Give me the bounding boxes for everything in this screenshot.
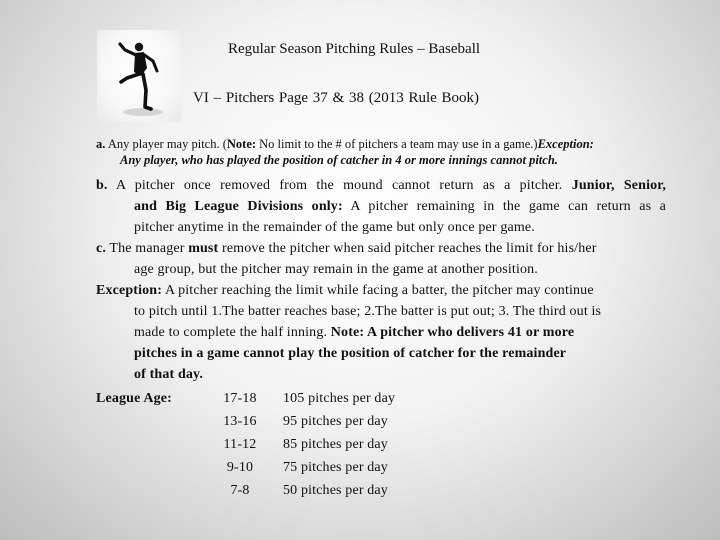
age-range: 7-8 — [230, 483, 250, 498]
league-age-row — [96, 456, 666, 479]
rule-a — [96, 136, 666, 168]
rule-a-letter: a. — [96, 137, 106, 151]
league-age-label: League Age: — [96, 391, 172, 406]
rule-c-line-1 — [96, 238, 666, 259]
league-age-row — [96, 387, 666, 410]
age-range: 11-12 — [223, 437, 257, 452]
exception-line-4 — [96, 343, 666, 364]
exception-note: Note: A pitcher who delivers 41 or more — [330, 325, 575, 340]
rule-c-text: The manager — [109, 241, 189, 256]
rule-b-letter: b. — [96, 178, 108, 193]
rule-a-text: Any player may pitch. ( — [107, 137, 227, 151]
rule-c-line-2: age group, but the pitcher may remain in the game at another position. — [134, 262, 538, 277]
rule-c-text-2: remove the pitcher when said pitcher reaches the limit for his/her — [218, 241, 597, 256]
pitcher-silhouette-icon — [97, 30, 181, 122]
exception-text: A pitcher reaching the limit while facing a batter, the pitcher may continue — [164, 283, 594, 298]
rule-b-line-1 — [96, 175, 666, 196]
rule-b-line-2 — [96, 196, 666, 217]
rule-b-text-2: A pitcher remaining in the game can return as a — [350, 199, 666, 214]
age-range: 13-16 — [223, 414, 257, 429]
age-range: 9-10 — [226, 460, 254, 475]
league-age-row — [96, 410, 666, 433]
exception-line-5 — [96, 364, 666, 385]
exception-note-3: of that day. — [134, 367, 204, 382]
league-age-row — [96, 433, 666, 456]
rule-a-text-2: No limit to the # of pitchers a team may use in a game.) — [256, 137, 538, 151]
exception-label: Exception: — [96, 283, 163, 298]
page-subtitle: VI – Pitchers Page 37 & 38 (2013 Rule Book) — [193, 90, 480, 106]
rule-b-divisions-2: and Big League Divisions only: — [134, 199, 343, 214]
rule-b-line-3: pitcher anytime in the remainder of the game but only once per game. — [134, 220, 535, 235]
rule-a-exception-text: Any player, who has played the position of catcher in 4 or more innings cannot pitch. — [120, 153, 558, 167]
rule-b-divisions: Junior, Senior, — [571, 178, 666, 193]
pitch-limit: 50 pitches per day — [283, 483, 388, 498]
league-age-table — [96, 387, 666, 502]
rule-c-must: must — [188, 241, 219, 256]
age-range: 17-18 — [223, 391, 257, 406]
pitch-limit: 105 pitches per day — [283, 391, 396, 406]
pitch-limit: 85 pitches per day — [283, 437, 388, 452]
rules-main — [96, 175, 666, 502]
league-age-row — [96, 479, 666, 502]
pitch-limit: 75 pitches per day — [283, 460, 388, 475]
pitch-limit: 95 pitches per day — [283, 414, 388, 429]
page-title: Regular Season Pitching Rules – Baseball — [228, 41, 481, 57]
exception-line-3 — [96, 322, 666, 343]
exception-text-3: made to complete the half inning. — [134, 325, 328, 340]
pitcher-silhouette-image — [97, 30, 181, 122]
rule-a-exception-label: Exception: — [537, 137, 594, 151]
rules-body — [96, 136, 666, 502]
exception-line-1 — [96, 280, 666, 301]
rule-c-letter: c. — [96, 241, 107, 256]
rule-a-note-label: Note: — [226, 137, 257, 151]
rule-b-text: A pitcher once removed from the mound cannot return as a pitcher. — [116, 178, 563, 193]
exception-note-2: pitches in a game cannot play the position of catcher for the remainder — [134, 346, 567, 361]
exception-line-2: to pitch until 1.The batter reaches base; 2.The batter is put out; 3. The third out is — [134, 304, 602, 319]
